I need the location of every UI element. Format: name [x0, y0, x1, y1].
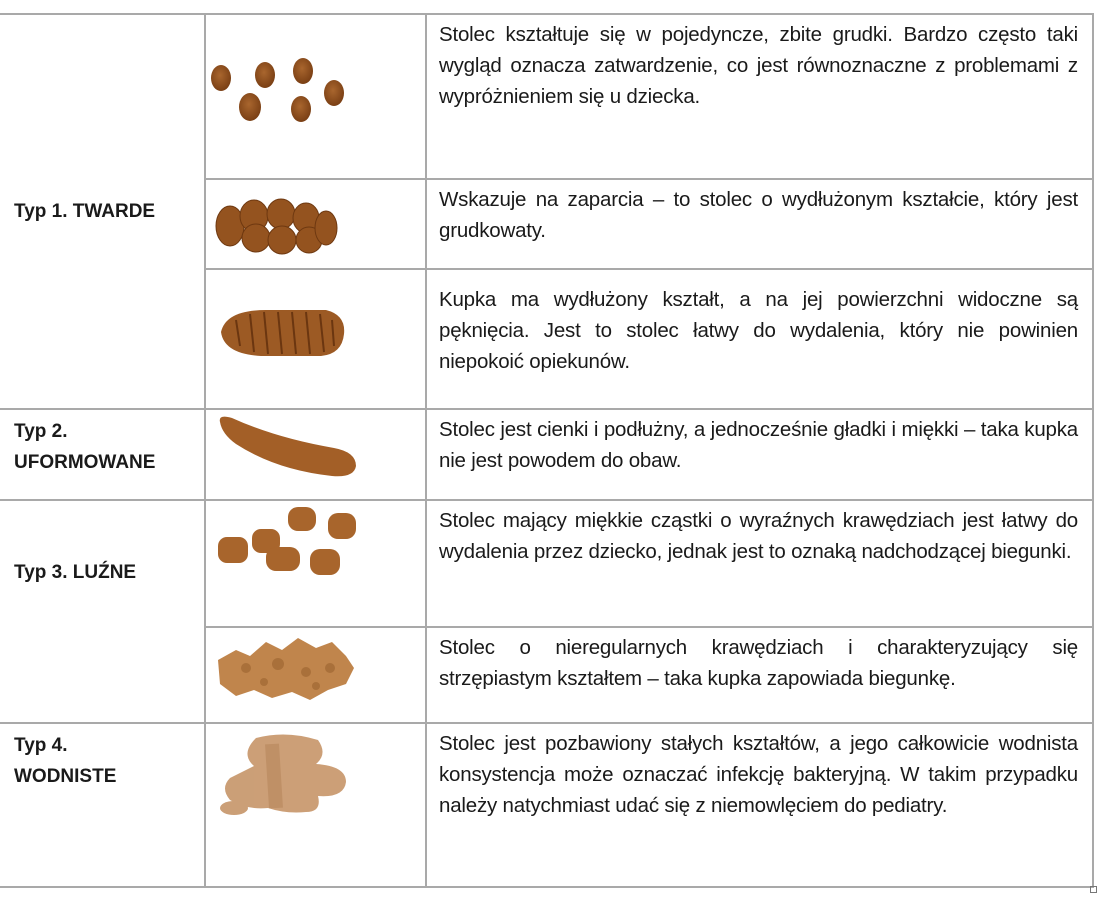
type-cell-3	[0, 500, 205, 723]
lumpy-sausage-illustration	[205, 179, 426, 269]
type-cell-2	[0, 409, 205, 500]
description-text: Wskazuje na zaparcia – to stolec o wydłużonym kształcie, który jest grudkowaty.	[439, 188, 1078, 242]
type-label	[0, 410, 204, 478]
description-text: Stolec o nieregularnych krawędziach i charakteryzujący się strzępiastym kształtem – taka kupka zapowiada biegunkę.	[439, 636, 1078, 690]
type-cell-4	[0, 723, 205, 887]
description-cell	[426, 269, 1093, 409]
description-cell	[426, 500, 1093, 627]
type-label-line: WODNISTE	[14, 766, 117, 787]
cracked-sausage-illustration	[205, 269, 426, 409]
table-row	[0, 723, 1093, 887]
type-label: Typ 1. TWARDE	[14, 201, 156, 222]
description-text: Stolec jest pozbawiony stałych kształtów, a jego całkowicie wodnista konsystencja może oznaczać infekcję bakteryjną. W takim przypadku należy natychmiast udać się z niemowlęciem do pediatry.	[439, 732, 1078, 817]
type-label-line: Typ 2.	[14, 421, 68, 442]
type-label	[0, 724, 204, 792]
type-label-line: UFORMOWANE	[14, 452, 156, 473]
table-row	[0, 500, 1093, 627]
description-text: Stolec mający miękkie cząstki o wyraźnych krawędziach jest łatwy do wydalenia przez dziecko, jednak jest to oznaką nadchodzącej biegunki.	[439, 509, 1078, 563]
type-label-line: Typ 4.	[14, 735, 68, 756]
description-text: Stolec kształtuje się w pojedyncze, zbite grudki. Bardzo często taki wygląd oznacza zatwardzenie, co jest równoznaczne z problemami z wypróżnieniem się u dziecka.	[439, 23, 1078, 108]
description-cell	[426, 627, 1093, 723]
table-row	[0, 409, 1093, 500]
description-cell	[426, 14, 1093, 179]
stool-types-table	[0, 13, 1094, 888]
description-cell	[426, 409, 1093, 500]
description-text: Stolec jest cienki i podłużny, a jednocześnie gładki i miękki – taka kupka nie jest powodem do obaw.	[439, 418, 1078, 472]
table-row	[0, 14, 1093, 179]
fluffy-pieces-illustration	[205, 627, 426, 723]
description-cell	[426, 179, 1093, 269]
table-resize-handle[interactable]	[1090, 886, 1097, 893]
description-cell	[426, 723, 1093, 887]
hard-lumps-illustration	[205, 14, 426, 179]
watery-puddle-illustration	[205, 723, 426, 887]
smooth-sausage-illustration	[205, 409, 426, 500]
type-label: Typ 3. LUŹNE	[14, 562, 137, 583]
type-cell-1	[0, 14, 205, 409]
soft-blobs-illustration	[205, 500, 426, 627]
description-text: Kupka ma wydłużony kształt, a na jej powierzchni widoczne są pęknięcia. Jest to stolec łatwy do wydalenia, który nie powinien niepokoić opiekunów.	[439, 288, 1078, 373]
